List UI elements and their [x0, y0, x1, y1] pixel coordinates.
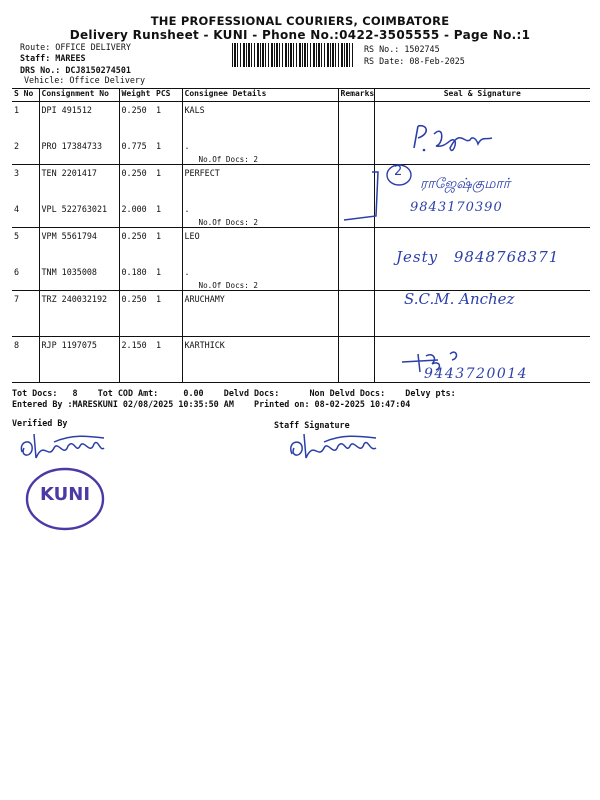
runsheet-title: Delivery Runsheet - KUNI - Phone No.:0422-3505555 - Page No.:1: [69, 28, 531, 42]
row-consignee: KARTHICK: [182, 337, 338, 383]
row-consignee: KALS: [182, 102, 338, 142]
consignee-dot: .: [184, 141, 190, 151]
row-weight: 0.250: [119, 228, 154, 268]
no-of-docs: No.Of Docs: 2: [198, 218, 258, 227]
row-consignee: ARUCHAMY: [182, 291, 338, 337]
col-consignee: Consignee Details: [182, 89, 338, 102]
row-sno: 5: [14, 231, 20, 241]
row-consignment: VPL 522763021: [39, 204, 119, 228]
totals-line: Tot Docs: 8 Tot COD Amt: 0.00 Delvd Docs: Non Delvd Docs: Delvy pts:: [12, 388, 456, 398]
stamp-text: KUNI: [40, 484, 91, 505]
row-weight: 0.180: [119, 267, 154, 291]
row-signature: [374, 267, 590, 291]
signature-row5: Jesty 9848768371: [396, 248, 560, 266]
staff-signature: [282, 428, 382, 468]
row-weight: 0.250: [119, 291, 154, 337]
table-row: [12, 267, 590, 291]
row-pcs: 1: [154, 337, 182, 383]
row-weight: 0.250: [119, 165, 154, 205]
row-weight: 0.775: [119, 141, 154, 165]
col-weight: Weight: [119, 89, 154, 102]
row-consignment: TRZ 240032192: [39, 291, 119, 337]
row-remarks: [338, 102, 374, 142]
consignee-dot: .: [184, 204, 190, 214]
row-consignee: [182, 204, 338, 228]
row-consignee: [182, 267, 338, 291]
rs-date: RS Date: 08-Feb-2025: [364, 56, 465, 66]
row-pcs: 1: [154, 204, 182, 228]
staff-label: Staff: MAREES: [20, 53, 86, 63]
row-consignee: LEO: [182, 228, 338, 268]
row-consignment: TEN 2201417: [39, 165, 119, 205]
handwritten-phone-row8: 9443720014: [424, 366, 529, 382]
row-remarks: [338, 228, 374, 268]
handwritten-name: ராஜேஷ்குமார்: [420, 176, 511, 192]
col-sno: S No: [12, 89, 39, 102]
handwritten-count: 2: [394, 164, 403, 179]
company-name: THE PROFESSIONAL COURIERS, COIMBATORE: [150, 14, 450, 28]
vehicle-label: Vehicle: Office Delivery: [24, 75, 146, 85]
row-sno: 1: [14, 105, 20, 115]
row-weight: 2.000: [119, 204, 154, 228]
row-pcs: 1: [156, 105, 162, 115]
drs-number: DRS No.: DCJ8150274501: [20, 65, 131, 75]
row-sno: 6: [12, 267, 39, 291]
row-consignment: VPM 5561794: [39, 228, 119, 268]
row-consignment: DPI 491512: [39, 102, 119, 142]
row-sno: 7: [12, 291, 39, 337]
row-pcs: 1: [156, 168, 162, 178]
row-pcs: 1: [156, 231, 162, 241]
route-label: Route: OFFICE DELIVERY: [20, 42, 131, 52]
handwritten-phone: 9843170390: [410, 200, 503, 215]
entered-by-line: Entered By :MARESKUNI 02/08/2025 10:35:50 AM Printed on: 08-02-2025 10:47:04: [12, 399, 411, 409]
row-consignment: PRO 17384733: [39, 141, 119, 165]
row-consignment: RJP 1197075: [39, 337, 119, 383]
row-consignee: PERFECT: [182, 165, 338, 205]
verified-by-label: Verified By: [12, 418, 68, 428]
col-pcs: PCS: [154, 89, 182, 102]
row-weight: 2.150: [119, 337, 154, 383]
row-remarks: [338, 267, 374, 291]
row-remarks: [338, 291, 374, 337]
consignee-dot: .: [184, 267, 190, 277]
row-consignee: [182, 141, 338, 165]
col-remarks: Remarks: [338, 89, 374, 102]
row-weight: 0.250: [119, 102, 154, 142]
row-sno: 4: [12, 204, 39, 228]
col-consignment: Consignment No: [39, 89, 119, 102]
table-row: [12, 204, 590, 228]
col-signature: Seal & Signature: [374, 89, 590, 102]
row-pcs: 1: [154, 141, 182, 165]
row-pcs: 1: [154, 267, 182, 291]
table-header-row: [12, 89, 590, 102]
row-sno: 8: [12, 337, 39, 383]
row-sno: 2: [12, 141, 39, 165]
row-sno: 3: [14, 168, 20, 178]
signature-row7: S.C.M. Anchez: [404, 290, 515, 308]
row-consignment: TNM 1035008: [39, 267, 119, 291]
row-pcs: 1: [154, 291, 182, 337]
verifier-signature: [14, 430, 110, 466]
signature-row1: [400, 118, 510, 162]
row-remarks: [338, 141, 374, 165]
no-of-docs: No.Of Docs: 2: [198, 155, 258, 164]
barcode: [232, 43, 354, 67]
staff-signature-label: Staff Signature: [274, 420, 350, 430]
no-of-docs: No.Of Docs: 2: [198, 281, 258, 290]
rs-number: RS No.: 1502745: [364, 44, 440, 54]
row-remarks: [338, 337, 374, 383]
